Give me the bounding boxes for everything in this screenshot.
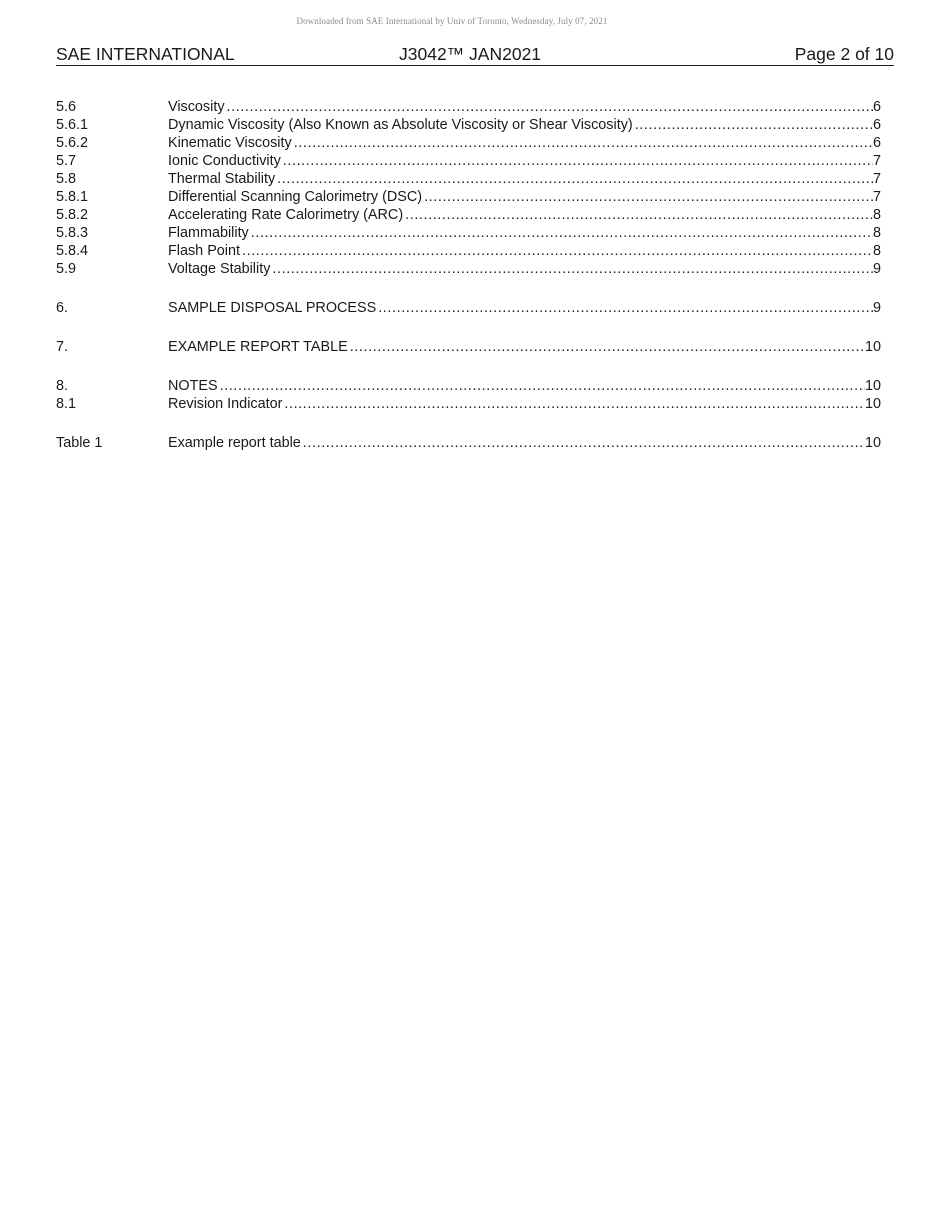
toc-entry-number: 6.	[56, 300, 69, 316]
toc-dot-leader	[240, 242, 873, 260]
toc-entry-page: 8	[872, 243, 881, 259]
toc-entry-title	[168, 260, 873, 278]
toc-entry-page: 8	[872, 225, 881, 241]
toc-entry-page: 7	[872, 171, 881, 187]
toc-dot-leader	[348, 338, 865, 356]
toc-entry-number: 5.6	[56, 99, 77, 115]
toc-entry-title	[168, 395, 865, 413]
toc-entry-title-text: SAMPLE DISPOSAL PROCESS	[168, 300, 377, 316]
toc-entry[interactable]	[56, 152, 881, 170]
toc-dot-leader	[376, 299, 873, 317]
toc-entry-page: 10	[864, 396, 881, 412]
toc-entry-title-text: NOTES	[168, 378, 218, 394]
toc-dot-leader	[301, 434, 865, 452]
toc-entry-number: 8.1	[56, 396, 77, 412]
toc-dot-leader	[422, 188, 873, 206]
header-page-label: Page 2 of 10	[794, 44, 894, 64]
toc-entry-title	[168, 116, 873, 134]
toc-entry-page: 10	[864, 435, 881, 451]
toc-entry-title-text: Differential Scanning Calorimetry (DSC)	[168, 189, 423, 205]
toc-entry-title	[168, 377, 865, 395]
toc-dot-leader	[249, 224, 873, 242]
toc-entry[interactable]	[56, 338, 881, 356]
toc-entry[interactable]	[56, 134, 881, 152]
toc-entry-title-text: Accelerating Rate Calorimetry (ARC)	[168, 207, 404, 223]
toc-entry-title	[168, 152, 873, 170]
toc-entry[interactable]	[56, 224, 881, 242]
toc-entry-number: 5.7	[56, 153, 77, 169]
toc-entry-title	[168, 170, 873, 188]
toc-entry-page: 7	[872, 153, 881, 169]
toc-entry-title-text: Viscosity	[168, 99, 225, 115]
toc-entry[interactable]	[56, 260, 881, 278]
toc-entry-number: 5.8	[56, 171, 77, 187]
toc-entry-page: 10	[864, 339, 881, 355]
download-watermark: Downloaded from SAE International by Univ of Toronto, Wednesday, July 07, 2021	[296, 16, 608, 26]
toc-entry[interactable]	[56, 116, 881, 134]
toc-entry[interactable]	[56, 434, 881, 452]
toc-entry[interactable]	[56, 98, 881, 116]
toc-entry[interactable]	[56, 299, 881, 317]
toc-entry[interactable]	[56, 188, 881, 206]
toc-entry-title	[168, 224, 873, 242]
toc-entry-page: 6	[872, 135, 881, 151]
toc-entry-title-text: Dynamic Viscosity (Also Known as Absolute Viscosity or Shear Viscosity)	[168, 117, 633, 133]
toc-entry-number: 8.	[56, 378, 69, 394]
page-header	[56, 44, 894, 66]
toc-entry-title	[168, 242, 873, 260]
toc-entry-title	[168, 134, 873, 152]
toc-entry-title	[168, 98, 873, 116]
toc-entry-title-text: Voltage Stability	[168, 261, 271, 277]
toc-entry-number: 5.6.2	[56, 135, 89, 151]
table-of-contents	[56, 98, 881, 452]
toc-dot-leader	[403, 206, 873, 224]
toc-entry-number: Table 1	[56, 435, 103, 451]
toc-entry-page: 6	[872, 99, 881, 115]
toc-entry-title-text: Flash Point	[168, 243, 240, 259]
toc-entry-number: 5.8.4	[56, 243, 89, 259]
toc-entry[interactable]	[56, 206, 881, 224]
toc-entry-title-text: Flammability	[168, 225, 249, 241]
header-organization: SAE INTERNATIONAL	[56, 44, 235, 64]
toc-dot-leader	[225, 98, 873, 116]
toc-entry-title	[168, 338, 865, 356]
toc-entry-number: 5.6.1	[56, 117, 89, 133]
toc-entry-number: 5.8.1	[56, 189, 89, 205]
toc-entry-title	[168, 299, 873, 317]
toc-entry[interactable]	[56, 377, 881, 395]
toc-entry-number: 5.9	[56, 261, 77, 277]
toc-entry-title-text: Revision Indicator	[168, 396, 283, 412]
toc-dot-leader	[282, 395, 865, 413]
toc-entry-title-text: Kinematic Viscosity	[168, 135, 292, 151]
toc-entry-page: 6	[872, 117, 881, 133]
toc-entry-title-text: EXAMPLE REPORT TABLE	[168, 339, 348, 355]
toc-entry-page: 7	[872, 189, 881, 205]
toc-entry-page: 8	[872, 207, 881, 223]
toc-entry-title-text: Example report table	[168, 435, 301, 451]
toc-entry-number: 5.8.2	[56, 207, 89, 223]
toc-dot-leader	[292, 134, 873, 152]
toc-entry[interactable]	[56, 395, 881, 413]
toc-dot-leader	[275, 170, 873, 188]
toc-dot-leader	[633, 116, 873, 134]
toc-entry-title	[168, 434, 865, 452]
toc-entry-title	[168, 188, 873, 206]
toc-entry-title-text: Thermal Stability	[168, 171, 276, 187]
toc-entry-page: 9	[872, 300, 881, 316]
toc-entry-page: 9	[872, 261, 881, 277]
toc-dot-leader	[218, 377, 865, 395]
header-document-id: J3042™ JAN2021	[399, 44, 542, 64]
toc-entry-number: 7.	[56, 339, 69, 355]
toc-entry[interactable]	[56, 170, 881, 188]
toc-dot-leader	[270, 260, 873, 278]
toc-entry-page: 10	[864, 378, 881, 394]
toc-entry[interactable]	[56, 242, 881, 260]
toc-entry-title	[168, 206, 873, 224]
toc-dot-leader	[281, 152, 873, 170]
toc-entry-number: 5.8.3	[56, 225, 89, 241]
toc-entry-title-text: Ionic Conductivity	[168, 153, 281, 169]
